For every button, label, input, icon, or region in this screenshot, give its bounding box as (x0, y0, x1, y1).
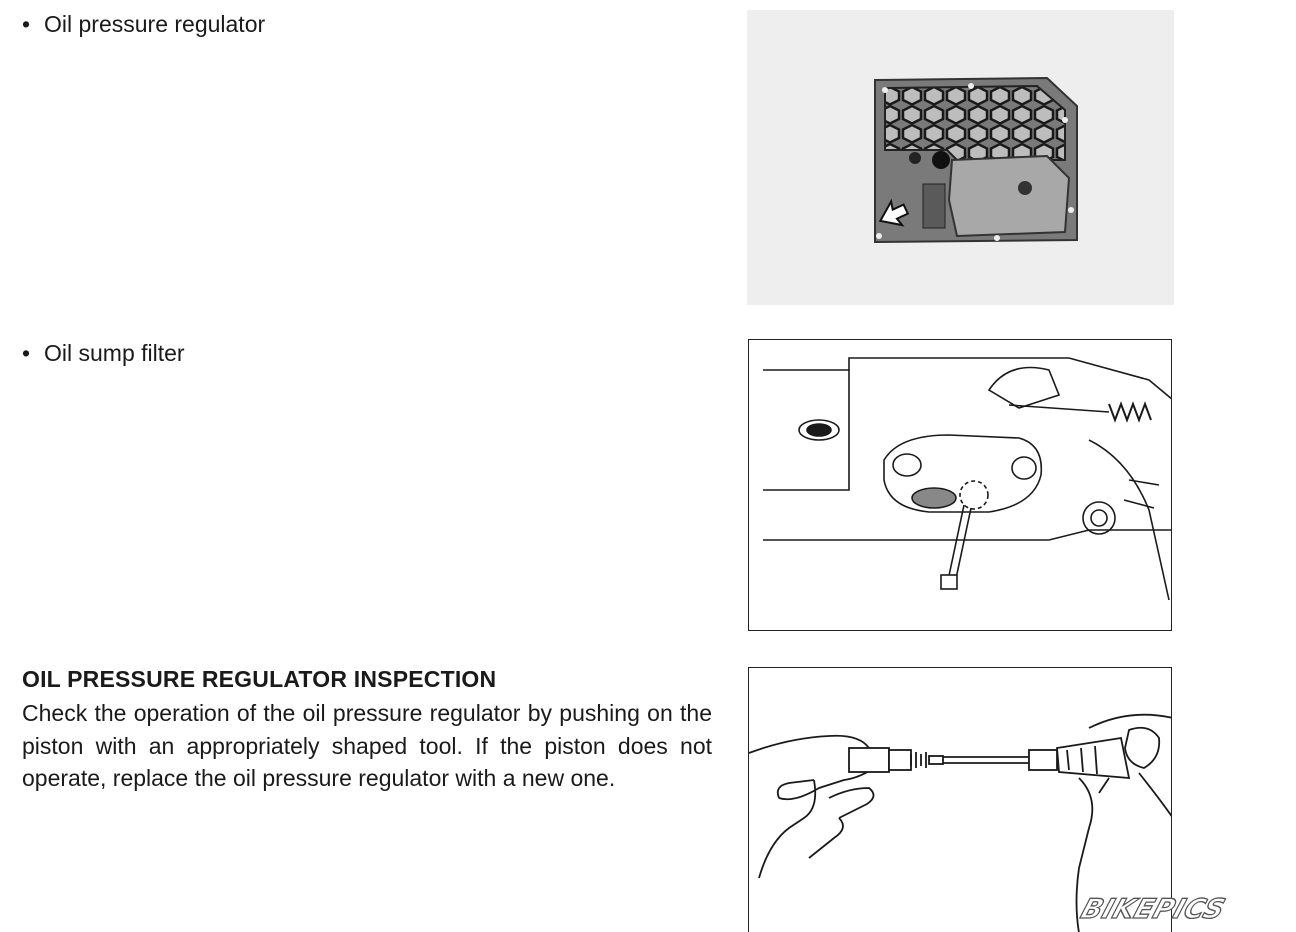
regulator-inspection-illustration (748, 667, 1172, 932)
bullet-icon: • (22, 340, 31, 366)
bullet-label: Oil pressure regulator (44, 11, 266, 37)
bullet-label: Oil sump filter (44, 340, 185, 366)
oil-sump-filter-illustration (748, 339, 1172, 631)
bullet-item-oil-pressure-regulator (22, 10, 265, 38)
section-title: OIL PRESSURE REGULATOR INSPECTION (22, 666, 497, 692)
oil-pan-photo (747, 10, 1174, 305)
bullet-item-oil-sump-filter (22, 339, 185, 367)
section-body: Check the operation of the oil pressure regulator by pushing on the piston with an appropriately shaped tool. If the piston does not operate, replace the oil pressure regulator with a new one. (22, 700, 712, 791)
watermark-logo: BIKEPICS (1076, 894, 1230, 925)
bullet-icon: • (22, 11, 31, 37)
